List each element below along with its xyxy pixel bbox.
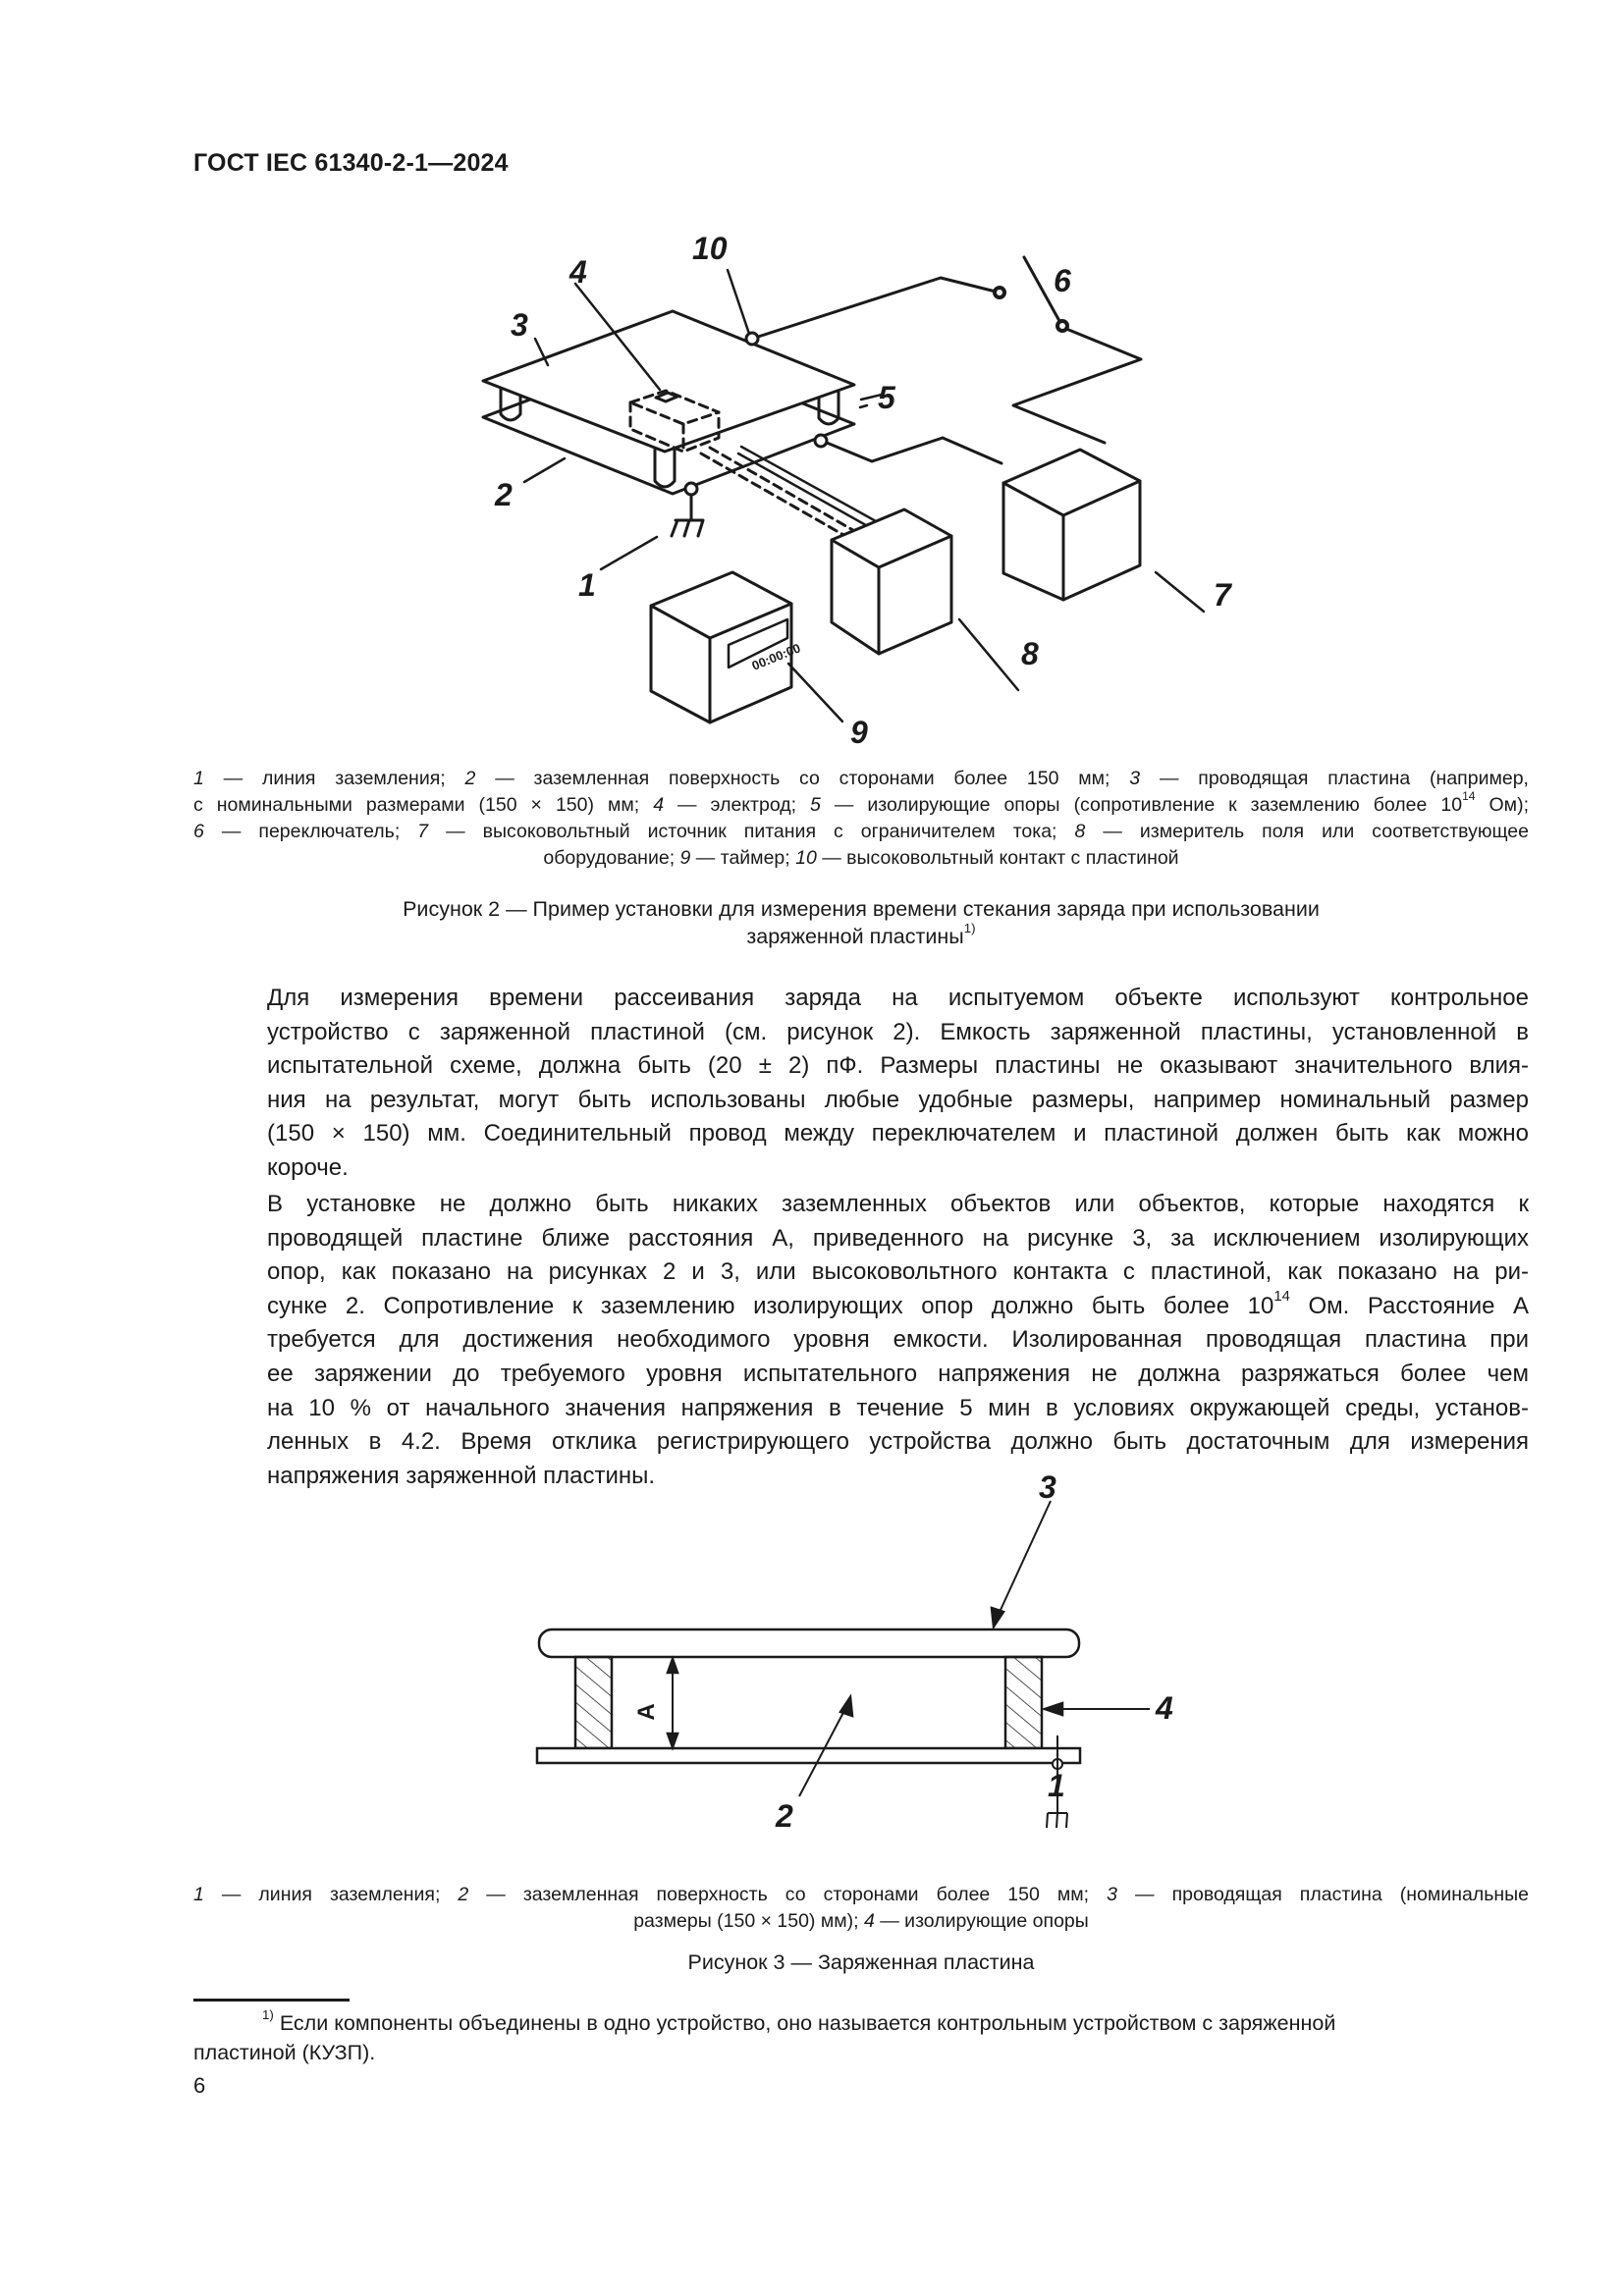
- text-line: ее заряжении до требуемого уровня испытательного напряжения не должна разряжаться более чем: [267, 1360, 1529, 1387]
- label-9: 9: [850, 715, 868, 750]
- label-4: 4: [1156, 1690, 1173, 1726]
- text-line: Для измерения времени рассеивания заряда на испытуемом объекте используют контрольное: [267, 985, 1529, 1011]
- text-line: требуется для достижения необходимого уровня емкости. Изолированная проводящая пластина при: [267, 1326, 1529, 1354]
- footnote-separator: [193, 1999, 350, 2002]
- ground-point: [685, 483, 697, 495]
- text-line: испытательной схеме, должна быть (20 ± 2) пФ. Размеры пластины не оказывают значительного влия-: [267, 1052, 1529, 1080]
- conductive-plate: [539, 1629, 1079, 1657]
- figure-2-caption: Рисунок 2 — Пример установки для измерения времени стекания заряда при использовании заряженной пластины$^{1)}$: [403, 897, 1320, 948]
- text-line: ния на результат, могут быть использованы любые удобные размеры, например номинальный размер: [267, 1086, 1529, 1113]
- text-line: короче.: [267, 1153, 349, 1181]
- body-paragraph-2: [193, 1188, 1529, 1493]
- label-2: 2: [495, 477, 513, 512]
- grounded-surface: [537, 1748, 1080, 1763]
- figure-3-legend: 1 — линия заземления; 2 — заземленная поверхность со сторонами более 150 мм; 3 — проводящая пластина (номинальные размеры (150 × 150) мм); 4 — изолирующие опоры: [193, 1884, 1529, 1932]
- text-line: ленных в 4.2. Время отклика регистрирующего устройства должно быть достаточным для измерения: [267, 1428, 1529, 1456]
- timer: [651, 572, 791, 722]
- hv-power-supply: [1003, 450, 1140, 600]
- figure-3-diagram: [520, 1472, 1208, 1865]
- insulating-support: [1005, 1657, 1042, 1748]
- label-1: 1: [1048, 1768, 1065, 1803]
- document-header: ГОСТ IEC 61340-2-1—2024: [193, 149, 509, 177]
- timer-display: 00:00:00: [749, 640, 803, 673]
- label-4: 4: [569, 254, 587, 290]
- label-5: 5: [878, 380, 895, 415]
- figure-3-caption: Рисунок 3 — Заряженная пластина: [687, 1950, 1035, 1974]
- field-meter: [832, 509, 951, 654]
- text-line: (150 × 150) мм. Соединительный провод между переключателем и пластиной должен быть как можно: [267, 1120, 1529, 1148]
- page-number: 6: [193, 2073, 206, 2098]
- text-line: устройство с заряженной пластиной (см. рисунок 2). Емкость заряженной пластины, установленной в: [267, 1018, 1529, 1045]
- text-line: сунке 2. Сопротивление к заземлению изолирующих опор должно быть более $10^{14}$ Ом. Расстояние А: [267, 1289, 1530, 1319]
- figure-2-legend: 1 — линия заземления; 2 — заземленная поверхность со сторонами более 150 мм; 3 — проводящая пластина (например, с номинальными размерами (150 × 150) мм; 4 — электрод; 5 — изолирующие опоры (сопротивление к заземлению более $10^{14}$ Ом); 6 — переключатель; 7 — высоковольтный источник питания с ограничителем тока; 8 — измеритель поля или соответствующее оборудование; 9 — таймер; 10 — высоковольтный контакт с пластиной: [193, 768, 1529, 869]
- dimension-label-a: A: [633, 1703, 660, 1721]
- text-line: на 10 % от начального значения напряжения в течение 5 мин в условиях окружающей среды, установ-: [267, 1394, 1529, 1421]
- body-paragraph-1: [193, 982, 1529, 1186]
- footnote-ref[interactable]: 1): [963, 920, 976, 935]
- text-line: опор, как показано на рисунках 2 и 3, или высоковольтного контакта с пластиной, как показано на ри-: [267, 1258, 1529, 1286]
- text-line: проводящей пластине ближе расстояния А, приведенного на рисунке 3, за исключением изолирующих: [267, 1224, 1529, 1252]
- hv-contact: [746, 333, 758, 345]
- text-line: напряжения заряженной пластины.: [267, 1462, 656, 1489]
- label-2: 2: [776, 1798, 793, 1834]
- ground-symbol: [672, 495, 703, 536]
- footnote-marker: 1): [262, 2006, 274, 2022]
- insulating-support: [575, 1657, 612, 1748]
- footnote: $^{1)}$ Если компоненты объединены в одно устройство, оно называется контрольным устройством с заряженной пластиной (КУЗП).: [193, 2006, 1336, 2064]
- label-3: 3: [1039, 1472, 1056, 1505]
- label-1: 1: [578, 567, 596, 603]
- label-10: 10: [692, 231, 728, 266]
- label-3: 3: [511, 307, 528, 343]
- text-line: В установке не должно быть никаких заземленных объектов или объектов, которые находятся к: [267, 1191, 1529, 1217]
- label-8: 8: [1021, 636, 1039, 671]
- label-7: 7: [1214, 577, 1231, 613]
- label-6: 6: [1054, 263, 1071, 298]
- figure-2-diagram: [452, 221, 1276, 751]
